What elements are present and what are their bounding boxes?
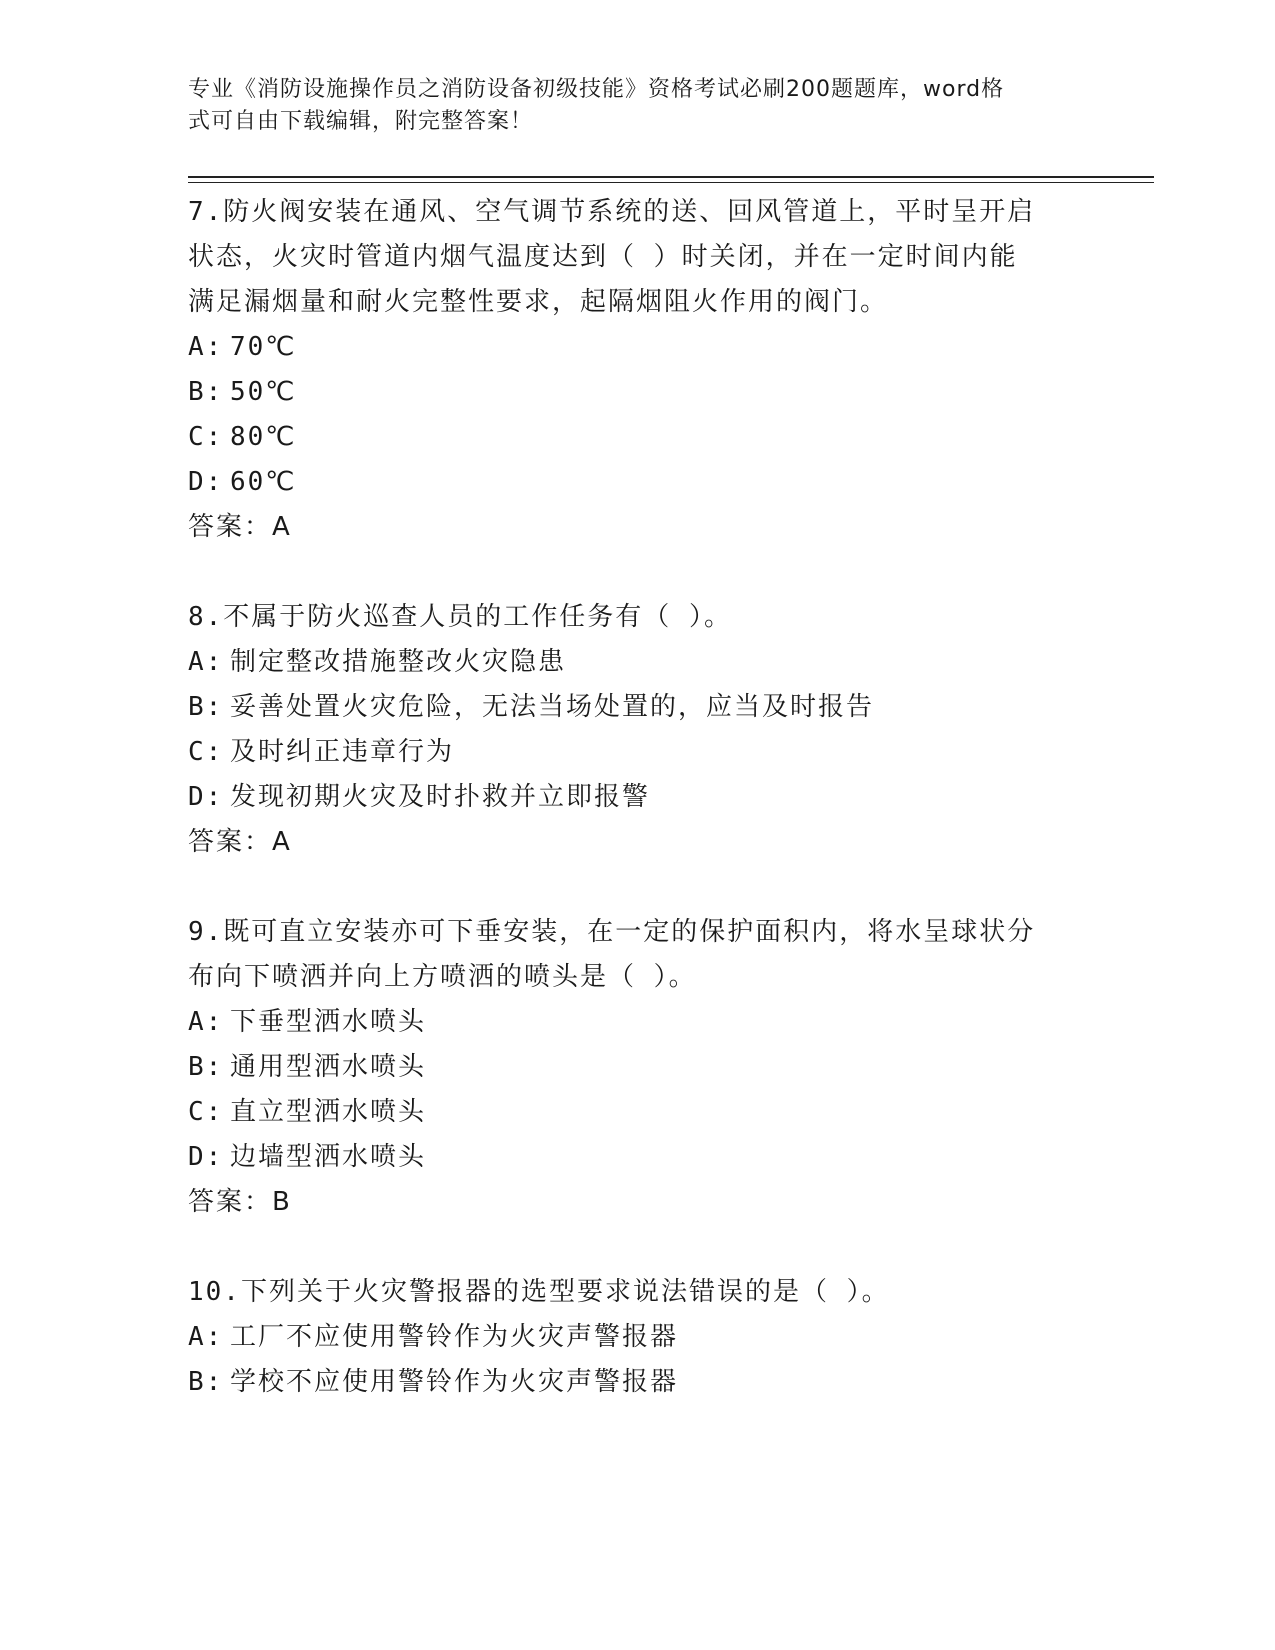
question-stem-line: 8.不属于防火巡查人员的工作任务有（ ）。	[188, 602, 732, 632]
option-text: 及时纠正违章行为	[230, 737, 455, 767]
question-stem-line: 10.下列关于火灾警报器的选型要求说法错误的是（ ）。	[188, 1277, 890, 1307]
option-letter: A:	[188, 1322, 224, 1352]
question-spacer	[188, 550, 1068, 595]
option-text: 60℃	[230, 467, 297, 497]
option-text: 学校不应使用警铃作为火灾声警报器	[230, 1367, 679, 1397]
option-letter: D:	[188, 467, 224, 497]
option-b	[188, 1360, 1068, 1405]
option-letter: B:	[188, 377, 224, 407]
option-c	[188, 730, 1068, 775]
option-d	[188, 1135, 1068, 1180]
option-a	[188, 325, 1068, 370]
option-d	[188, 460, 1068, 505]
question-stem-line: 9.既可直立安装亦可下垂安装，在一定的保护面积内，将水呈球状分	[188, 917, 1036, 947]
option-text: 工厂不应使用警铃作为火灾声警报器	[230, 1322, 679, 1352]
option-text: 70℃	[230, 332, 297, 362]
question-spacer	[188, 1225, 1068, 1270]
question-8	[188, 595, 1068, 865]
question-stem-line: 状态，火灾时管道内烟气温度达到（ ）时关闭，并在一定时间内能	[188, 242, 1018, 272]
option-text: 直立型洒水喷头	[230, 1097, 427, 1127]
answer-label: 答案：A	[188, 827, 292, 857]
option-text: 发现初期火灾及时扑救并立即报警	[230, 782, 651, 812]
answer-label: 答案：A	[188, 512, 292, 542]
question-9	[188, 910, 1068, 1225]
option-letter: A:	[188, 647, 224, 677]
option-a	[188, 1315, 1068, 1360]
question-7	[188, 190, 1068, 550]
option-letter: B:	[188, 692, 224, 722]
header-line-1: 专业《消防设施操作员之消防设备初级技能》资格考试必刷200题题库，word格	[188, 77, 1005, 102]
option-b	[188, 370, 1068, 415]
question-spacer	[188, 865, 1068, 910]
option-text: 下垂型洒水喷头	[230, 1007, 427, 1037]
document-header	[188, 74, 1068, 138]
question-stem-line: 布向下喷洒并向上方喷洒的喷头是（ ）。	[188, 962, 697, 992]
option-text: 通用型洒水喷头	[230, 1052, 427, 1082]
option-text: 80℃	[230, 422, 297, 452]
option-letter: A:	[188, 332, 224, 362]
header-divider-thick	[188, 176, 1154, 178]
option-letter: B:	[188, 1052, 224, 1082]
option-text: 边墙型洒水喷头	[230, 1142, 427, 1172]
option-text: 制定整改措施整改火灾隐患	[230, 647, 567, 677]
option-letter: C:	[188, 737, 224, 767]
option-letter: D:	[188, 782, 224, 812]
option-letter: A:	[188, 1007, 224, 1037]
option-a	[188, 640, 1068, 685]
option-b	[188, 1045, 1068, 1090]
option-a	[188, 1000, 1068, 1045]
option-letter: C:	[188, 422, 224, 452]
question-stem-line: 7.防火阀安装在通风、空气调节系统的送、回风管道上，平时呈开启	[188, 197, 1036, 227]
option-b	[188, 685, 1068, 730]
question-stem-line: 满足漏烟量和耐火完整性要求，起隔烟阻火作用的阀门。	[188, 287, 889, 317]
question-list	[188, 190, 1068, 1405]
question-10	[188, 1270, 1068, 1405]
answer-label: 答案：B	[188, 1187, 292, 1217]
option-c	[188, 1090, 1068, 1135]
option-letter: D:	[188, 1142, 224, 1172]
option-text: 50℃	[230, 377, 297, 407]
option-letter: B:	[188, 1367, 224, 1397]
option-text: 妥善处置火灾危险，无法当场处置的，应当及时报告	[230, 692, 875, 722]
header-divider-thin	[188, 182, 1154, 183]
option-d	[188, 775, 1068, 820]
option-c	[188, 415, 1068, 460]
header-line-2: 式可自由下载编辑，附完整答案！	[188, 109, 534, 134]
option-letter: C:	[188, 1097, 224, 1127]
